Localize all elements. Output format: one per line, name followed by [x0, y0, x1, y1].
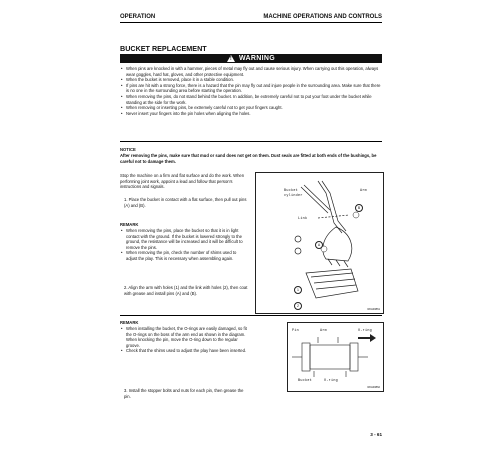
remark-item: • When removing the pin, check the number of shims used to adjust the play. This is necessary when assembling again. — [120, 250, 248, 261]
figure-code: RKA00861 — [367, 308, 380, 311]
remark-item: • When installing the bucket, the O-rings are easily damaged, so fit the O-rings on the boss of the arm end as shown in the diagram. When knocking the pin, move the O-ring down to the regular groove. — [120, 326, 248, 348]
remark-item: • When removing the pins, place the bucket so that it is in light contact with the ground. If the bucket is lowered strongly to the ground, the resistance will be increased and it will be difficult to remove the pins. — [120, 228, 248, 250]
callout-1: 1 — [294, 286, 302, 294]
callout-2: 2 — [294, 302, 302, 310]
warning-item: • If pins are hit with a strong force, there is a hazard that the pin may fly out and injure people in the surrounding area. Make sure that there is no one in the surrounding area before starting the operation. — [120, 83, 382, 94]
remark-item: • Check that the shims used to adjust the play have been inserted. — [120, 348, 248, 354]
remark-1-title: REMARK — [120, 222, 139, 227]
figure-code: RKA00862 — [367, 386, 380, 389]
notice-title: NOTICE — [120, 147, 136, 152]
warning-label: WARNING — [239, 55, 275, 62]
callout-b: B — [355, 204, 363, 212]
warning-banner — [120, 54, 382, 63]
remark-1-list — [120, 228, 248, 262]
remark-2-list — [120, 326, 248, 354]
header-rule — [120, 22, 382, 23]
warning-item: • When the bucket is removed, place it in a stable condition. — [120, 77, 382, 83]
header-chapter: MACHINE OPERATIONS AND CONTROLS — [263, 14, 382, 20]
notice-text: After removing the pins, make sure that mud or sand does not get on them. Dust seals are fitted at both ends of the bushings, be careful not to damage them. — [120, 153, 377, 164]
warning-list — [120, 66, 382, 116]
step-1: 1. Place the bucket in contact with a flat surface, then pull out pins (A) and (B). — [124, 197, 247, 208]
step-2: 2. Align the arm with holes (1) and the link with holes (2), then coat with grease and install pins (A) and (B). — [124, 285, 248, 296]
callout-a: A — [315, 241, 323, 249]
label-pin: Pin — [292, 329, 300, 333]
label-oring-top: O-ring — [358, 329, 373, 333]
warning-item: • When pins are knocked in with a hammer, pieces of metal may fly out and cause serious injury. When carrying out this operation, always wear goggles, hard hat, gloves, and other protective equipment. — [120, 66, 382, 77]
label-oring-bottom: O-ring — [324, 379, 339, 383]
label-arm: Arm — [360, 189, 368, 193]
page-header — [120, 14, 382, 20]
label-bucket: Bucket — [284, 189, 299, 193]
middle-rule — [120, 315, 382, 316]
figure-oring — [287, 322, 384, 392]
remark-2-title: REMARK — [120, 320, 139, 325]
section-title: BUCKET REPLACEMENT — [120, 44, 207, 53]
label-cylinder: cylinder — [284, 194, 303, 198]
intro-text: Stop the machine on a firm and flat surface and do the work. When performing joint work, appoint a lead and follow that person's instructions and signals. — [120, 173, 245, 190]
header-section: OPERATION — [120, 14, 156, 20]
warning-item: • Never insert your fingers into the pin holes when aligning the holes. — [120, 111, 382, 117]
label-arm-2: Arm — [320, 329, 328, 333]
warning-item: • When removing or inserting pins, be extremely careful not to get your fingers caught. — [120, 105, 382, 111]
warning-icon: ! — [227, 55, 235, 62]
label-bucket-2: Bucket — [298, 379, 313, 383]
label-link: Link — [298, 217, 308, 221]
page-number: 3 - 61 — [370, 432, 382, 437]
step-3: 3. Install the stopper bolts and nuts for each pin, then grease the pin. — [124, 388, 244, 399]
warning-rule — [120, 141, 382, 142]
warning-item: • When removing the pins, do not stand behind the bucket. In addition, be extremely careful not to put your foot under the bucket while standing at the side for the work. — [120, 94, 382, 105]
figure-bucket-removal — [255, 172, 384, 314]
